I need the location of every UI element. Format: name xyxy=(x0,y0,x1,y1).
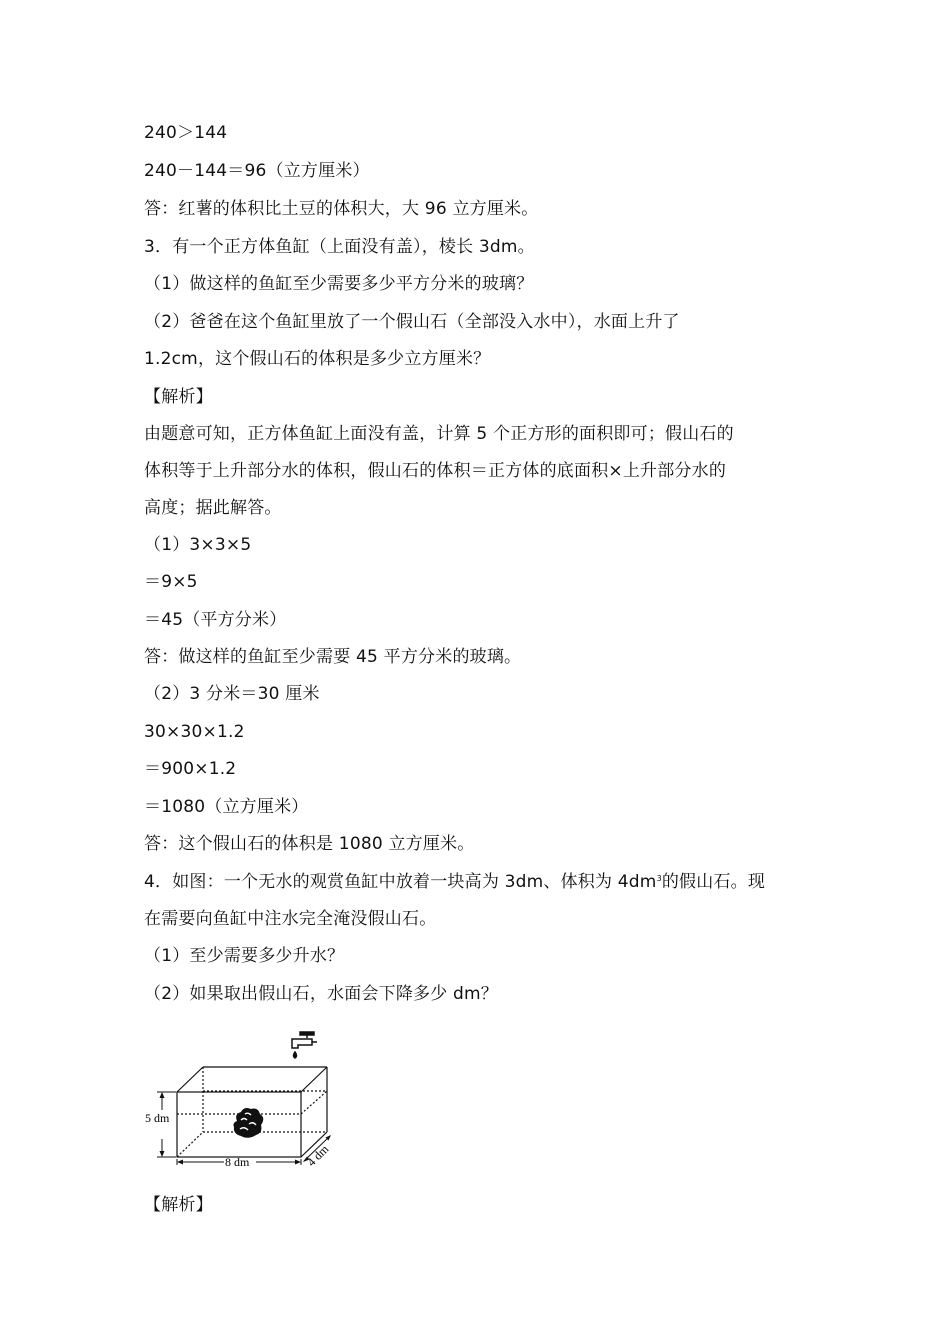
analysis-heading: 【解析】 xyxy=(144,1195,213,1215)
text-line: 在需要向鱼缸中注水完全淹没假山石。 xyxy=(144,909,437,929)
fish-tank-figure xyxy=(140,1025,340,1175)
text-line: （1）做这样的鱼缸至少需要多少平方分米的玻璃？ xyxy=(144,274,534,294)
text-line: 答：做这样的鱼缸至少需要 45 平方分米的玻璃。 xyxy=(144,647,522,667)
q4-text-after: 的假山石。现 xyxy=(661,872,766,892)
text-line: ＝900×1.2 xyxy=(144,759,237,779)
text-line: ＝1080（立方厘米） xyxy=(144,797,309,817)
superscript: 3 xyxy=(656,874,662,883)
question-4 xyxy=(144,870,765,894)
faucet-icon xyxy=(292,1032,317,1058)
rock-icon xyxy=(233,1108,263,1138)
width-label: 4 dm xyxy=(304,1142,332,1170)
text-line: ＝45（平方分米） xyxy=(144,610,287,630)
text-line: 高度；据此解答。 xyxy=(144,498,282,518)
text-line: （2）如果取出假山石，水面会下降多少 dm？ xyxy=(144,984,498,1004)
height-label: 5 dm xyxy=(145,1111,170,1125)
length-label: 8 dm xyxy=(225,1155,250,1169)
text-line: 答：这个假山石的体积是 1080 立方厘米。 xyxy=(144,834,475,854)
text-line: ＝9×5 xyxy=(144,572,198,592)
q4-text-before: 4．如图：一个无水的观赏鱼缸中放着一块高为 3dm、体积为 4dm xyxy=(144,872,657,892)
text-line: 答：红薯的体积比土豆的体积大，大 96 立方厘米。 xyxy=(144,199,539,219)
text-line: 30×30×1.2 xyxy=(144,722,245,742)
text-line: 240＞144 xyxy=(144,123,228,143)
analysis-heading: 【解析】 xyxy=(144,387,213,407)
text-line: （2）爸爸在这个鱼缸里放了一个假山石（全部没入水中），水面上升了 xyxy=(144,312,680,332)
text-line: （1）3×3×5 xyxy=(144,535,252,555)
text-line: 240－144＝96（立方厘米） xyxy=(144,161,370,181)
text-line: （2）3 分米＝30 厘米 xyxy=(144,684,320,704)
text-line: 1.2cm，这个假山石的体积是多少立方厘米？ xyxy=(144,349,491,369)
text-line: （1）至少需要多少升水？ xyxy=(144,946,345,966)
text-line: 由题意可知，正方体鱼缸上面没有盖，计算 5 个正方形的面积即可；假山石的 xyxy=(144,424,734,444)
text-line: 体积等于上升部分水的体积，假山石的体积＝正方体的底面积×上升部分水的 xyxy=(144,461,727,481)
question-3: 3．有一个正方体鱼缸（上面没有盖），棱长 3dm。 xyxy=(144,237,535,257)
